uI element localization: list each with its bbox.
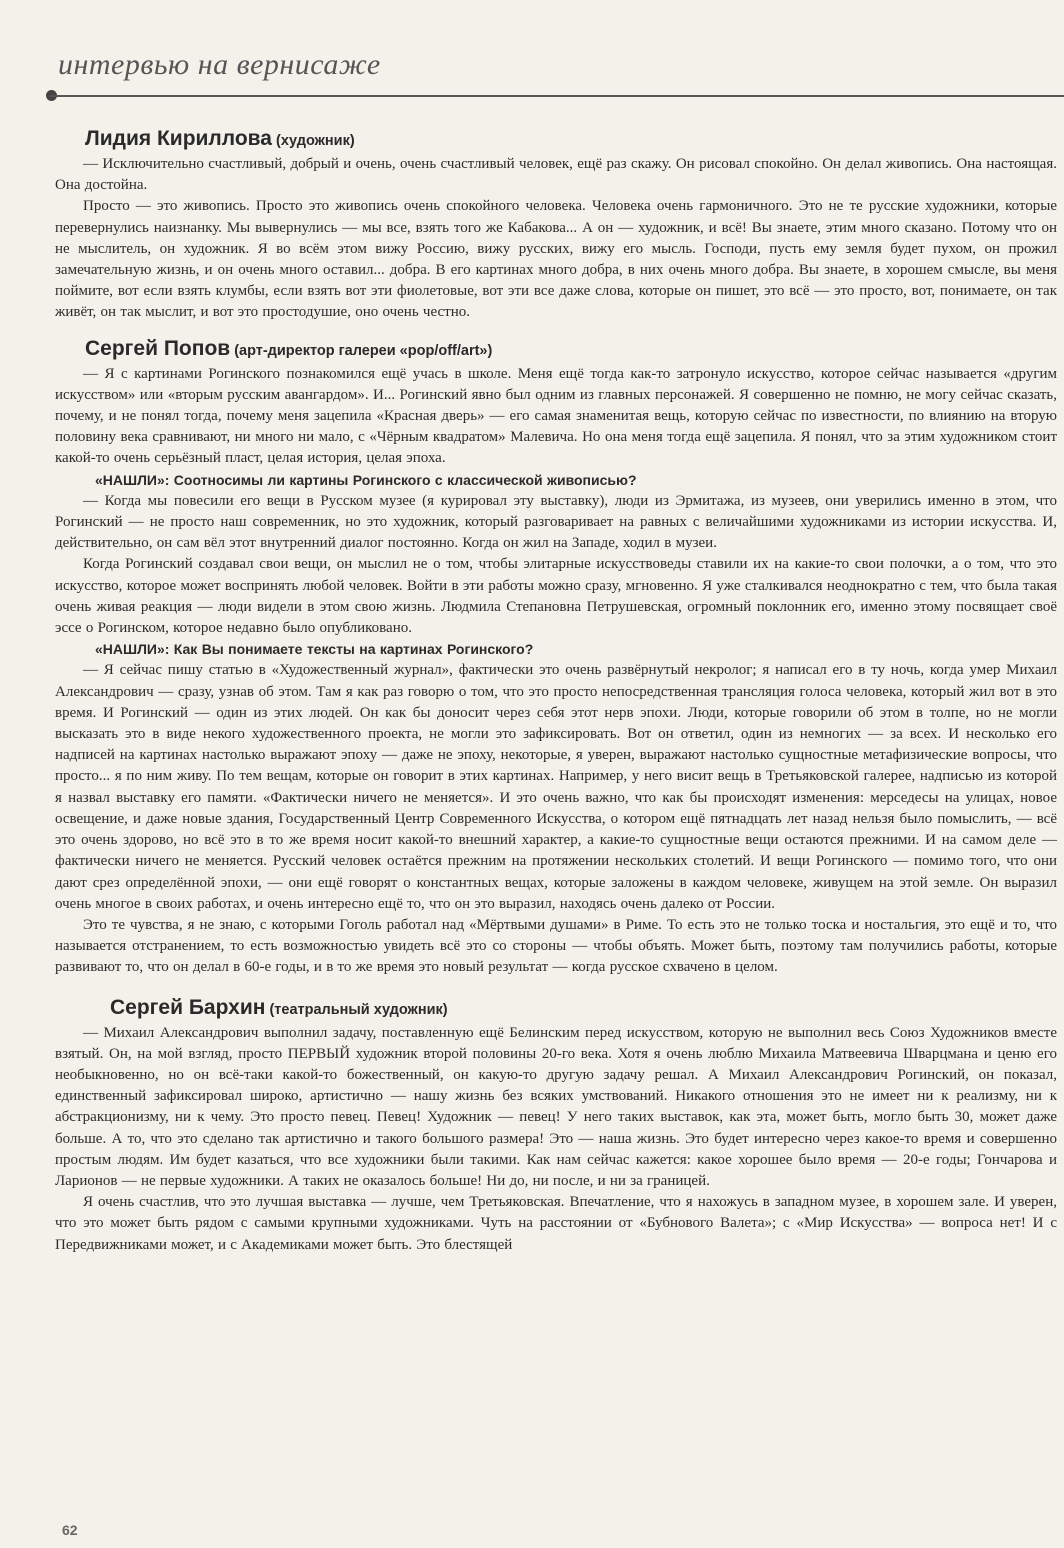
paragraph: — Исключительно счастливый, добрый и очень, очень счастливый человек, ещё раз скажу. Он рисовал спокойно. Он делал живопись. Она настоящая. Она достойна. [55, 156, 1057, 194]
speaker-heading [85, 334, 1057, 364]
section-header: интервью на вернисаже [58, 48, 381, 81]
header-rule [50, 95, 1064, 97]
paragraph: — Михаил Александрович выполнил задачу, поставленную ещё Белинским перед искусством, которую не выполнил весь Союз Художников вместе взятый. Он, на мой взгляд, просто ПЕРВЫЙ художник второй половины 20-го века. Хотя я очень люблю Михаила Матвеевича Шварцмана и ценю его необыкновенно, но он всё-таки какой-то божественный, он какую-то другую задачу решал. А Михаил Александрович Рогинский, он показал, единственный зафиксировал широко, артистично — нашу жизнь без всяких умствований. Никакого отношения это не имеет ни к реализму, ни к абстракционизму, ни к чему. Это просто певец. Певец! Художник — певец! У него таких выставок, как эта, может быть, могло быть 30, может даже больше. А то, что это сделано так артистично и такого большого размера! Это — наша жизнь. Это будет интересно через какое-то время и совершенно простым людям. Им будет казаться, что все художники были такими. Как нам сейчас кажется: какое хорошее было время — 20-е годы; Гончарова и Ларионов — не первые художники. А таких не оказалось больше! Ни до, ни после, и ни за границей. [55, 1024, 1057, 1189]
speaker-role: (театральный художник) [269, 1001, 448, 1018]
speaker-heading [110, 993, 1057, 1023]
speaker-role: (художник) [275, 133, 355, 149]
interview-popov [55, 334, 1057, 979]
page-number: 62 [62, 1522, 78, 1538]
speaker-name: Сергей Бархин [110, 995, 266, 1019]
paragraph: Я очень счастлив, что это лучшая выставка — лучше, чем Третьяковская. Впечатление, что я нахожусь в западном музее, в хорошем зале. И уверен, что это может быть рядом с самыми крупными художниками. Чуть на расстоянии от «Бубнового Валета»; с «Мир Искусства» — вопроса нет! И с Передвижниками может, и с Академиками может быть. Это блестящей [55, 1194, 1057, 1253]
interviewer-question: «НАШЛИ»: Соотносимы ли картины Рогинского с классической живописью? [95, 471, 637, 488]
article-body [55, 124, 1057, 1266]
interview-barkhin [55, 993, 1057, 1256]
paragraph: — Я с картинами Рогинского познакомился ещё учась в школе. Меня ещё тогда как-то затронуло искусство, которое сейчас называется «другим искусством» или «вторым русским авангардом». И... Рогинский явно был одним из главных персонажей. Я совершенно не помню, не могу сейчас сказать, почему, и не понял тогда, почему меня зацепила «Красная дверь» — его самая знаменитая вещь, которую сейчас по известности, по влиянию на вторую половину века сравнивают, ни много ни мало, с «Чёрным квадратом» Малевича. Но она меня тогда ещё зацепила. Я понял, что за этим художником стоит какой-то очень серьёзный пласт, целая история, целая эпоха. [55, 365, 1057, 467]
paragraph: — Когда мы повесили его вещи в Русском музее (я курировал эту выставку), люди из Эрмитажа, из музеев, они уверились именно в этом, что Рогинский — не просто наш современник, но это художник, который разговаривает на равных с величайшими художниками из истории искусства. И, действительно, он сам вёл этот внутренний диалог постоянно. Когда он жил на Западе, ходил в музеи. [55, 492, 1057, 552]
speaker-heading [85, 124, 1057, 154]
paragraph: — Я сейчас пишу статью в «Художественный журнал», фактически это очень развёрнутый некролог; я написал его в ту ночь, когда умер Михаил Александрович — сразу, узнав об этом. Там я как раз говорю о том, что это просто непосредственная трансляция голоса человека, который жил вот в это время. И Рогинский — один из этих людей. Он как бы доносит через себя этот нерв эпохи. Люди, которые говорили об этом в толпе, но не могли высказать это в виде некого художественного проекта, не могли это зафиксировать. Вот он ответил, один из немногих — за всех. И несколько его надписей на картинах настолько выражают эпоху — даже не эпоху, некоторые, я уверен, выражают настолько сущностные метафизические вопросы, что просто... я по ним живу. По тем вещам, которые он говорит в этих картинах. Например, у него висит вещь в Третьяковской галерее, надписью из которой я назвал выставку его памяти. «Фактически ничего не меняется». И это очень важно, что как бы происходят изменения: мерседесы на улицах, новое освещение, и даже новые здания, Государственный Центр Современного Искусства, о котором ещё пятнадцать лет назад нельзя было помыслить, — всё это очень здорово, но всё это в то же время носит какой-то внешний характер, а какие-то сущностные вещи остаются прежними. И на самом деле — фактически ничего не меняется. Русский человек остаётся прежним на протяжении нескольких столетий. И вещи Рогинского — помимо того, что они дают срез определённой эпохи, — они ещё говорят о константных вещах, которые заложены в каждом человеке, живущем на этой земле. Он выразил очень многое в своих работах, и очень интересно ещё то, что он это выразил, находясь очень далеко от России. [55, 662, 1057, 912]
paragraph: Просто — это живопись. Просто это живопись очень спокойного человека. Человека очень гармоничного. Это не те русские художники, которые перевернулись наизнанку. Мы вывернулись — мы все, взять того же Кабакова... А он — художник, и всё! Вы знаете, этим много сказано. Потому что он не мыслитель, он художник. Я во всём этом вижу Россию, вижу русских, вижу его мысль. Господи, пусть ему земля будет пухом, он прожил замечательную жизнь, и он очень много оставил... добра. В его картинах много добра, в них очень много добра. Вы знаете, в хорошем смысле, вы меня поймите, вот если взять клумбы, если взять вот эти фиолетовые, вот эти все даже слова, которые он пишет, это всё — это просто, вот, понимаете, он так живёт, он так мыслит, и вот это простодушие, оно очень честно. [55, 198, 1057, 321]
speaker-role: (арт-директор галереи «pop/off/art») [234, 342, 493, 359]
interviewer-question: «НАШЛИ»: Как Вы понимаете тексты на картинах Рогинского? [95, 641, 534, 658]
speaker-name: Лидия Кириллова [85, 127, 272, 150]
interview-kirillova [55, 124, 1057, 324]
paragraph: Это те чувства, я не знаю, с которыми Гоголь работал над «Мёртвыми душами» в Риме. То есть это не только тоска и ностальгия, это ещё и то, что называется отстранением, то есть возможностью увидеть всё это со стороны — чтобы объять. Может быть, поэтому там получились работы, которые развивают то, что он делал в 60-е годы, и в то же время это новый результат — когда русское схвачено в целом. [55, 916, 1057, 976]
speaker-name: Сергей Попов [85, 336, 231, 360]
paragraph: Когда Рогинский создавал свои вещи, он мыслил не о том, чтобы элитарные искусствоведы ставили их на какие-то свои полочки, а о том, что это искусство, которое может воспринять любой человек. Войти в эти работы можно сразу, мгновенно. Я уже сталкивался неоднократно с тем, что была такая очень живая реакция — люди видели в этом свою жизнь. Людмила Степановна Петрушевская, огромный поклонник его, именно этому посвящает своё эссе о Рогинском, которое недавно было опубликовано. [55, 556, 1057, 637]
